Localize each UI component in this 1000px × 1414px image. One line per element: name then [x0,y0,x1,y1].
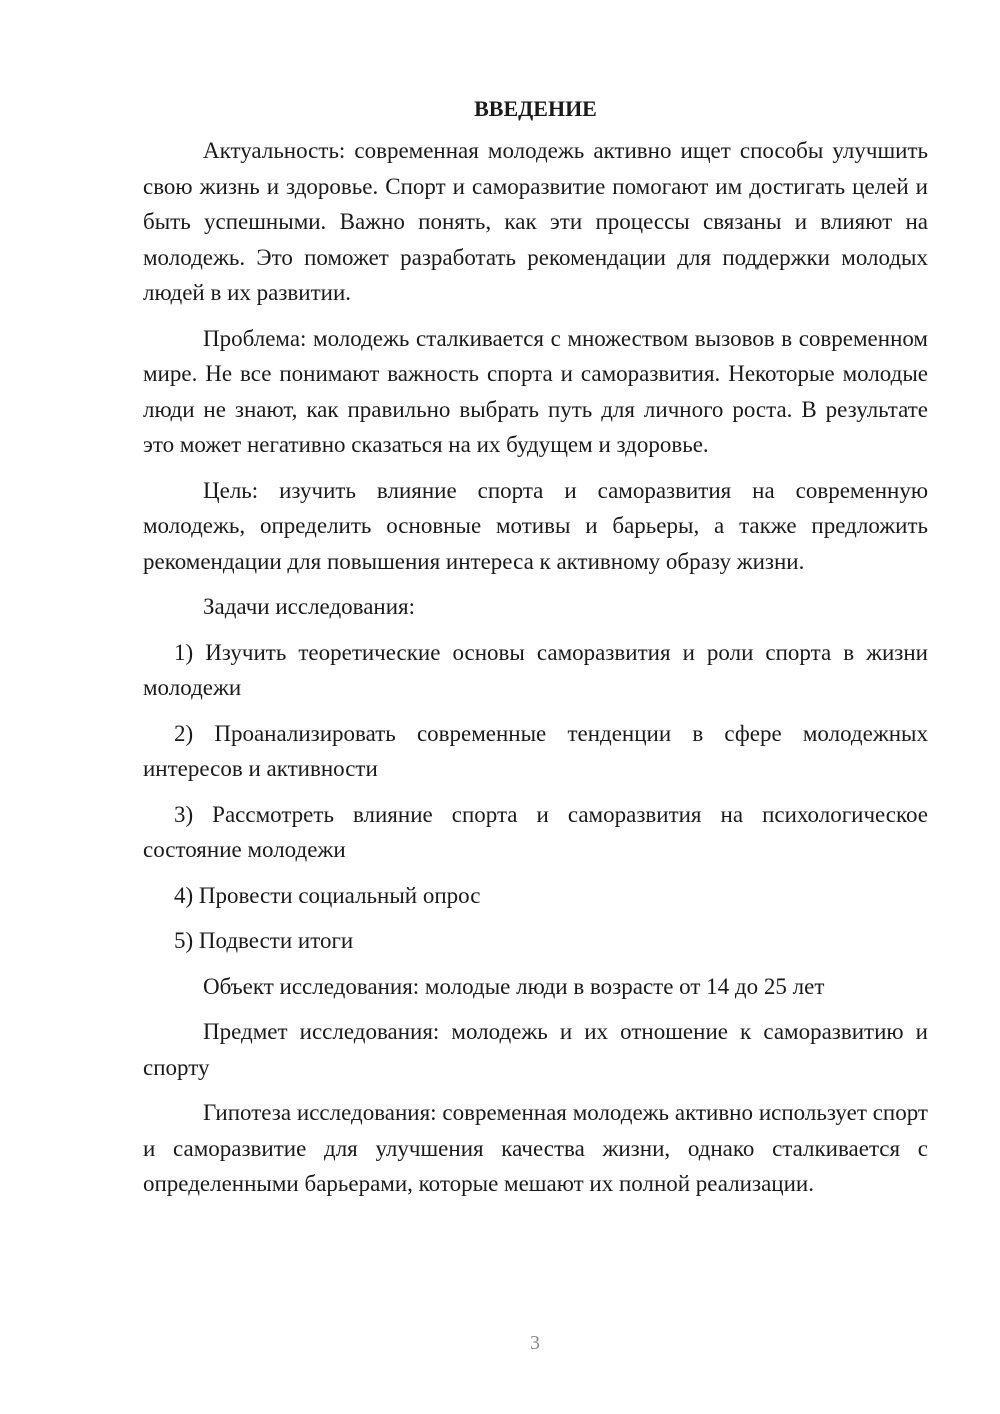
tasks-title: Задачи исследования: [203,594,416,619]
page-body [143,90,928,1212]
subject-paragraph: Предмет исследования: молодежь и их отношение к саморазвитию и спорту [143,1019,928,1080]
task-item-5: 5) Подвести итоги [174,928,354,953]
task-item-3: 3) Рассмотреть влияние спорта и саморазвития на психологическое состояние молодежи [143,801,928,862]
section-heading: ВВЕДЕНИЕ [474,96,597,121]
hypothesis-paragraph: Гипотеза исследования: современная молодежь активно использует спорт и саморазвитие для улучшения качества жизни, однако сталкивается с определенными барьерами, которые мешают их полной реализации. [143,1100,928,1196]
goal-paragraph: Цель: изучить влияние спорта и саморазвития на современную молодежь, определить основные мотивы и барьеры, а также предложить рекомендации для повышения интереса к активному образу жизни. [143,477,928,574]
page-number: 3 [530,1332,540,1354]
task-item-4: 4) Провести социальный опрос [174,882,481,908]
problem-paragraph: Проблема: молодежь сталкивается с множеством вызовов в современном мире. Не все понимают важность спорта и саморазвития. Некоторые молодые люди не знают, как правильно выбрать путь для личного роста. В результате это может негативно сказаться на их будущем и здоровье. [143,325,928,457]
relevance-paragraph: Актуальность: современная молодежь активно ищет способы улучшить свою жизнь и здоровье. Спорт и саморазвитие помогают им достигать целей и быть успешными. Важно понять, как эти процессы связаны и влияют на молодежь. Это поможет разработать рекомендации для поддержки молодых людей в их развитии. [143,138,928,305]
task-item-1: 1) Изучить теоретические основы саморазвития и роли спорта в жизни молодежи [143,639,928,700]
task-item-2: 2) Проанализировать современные тенденции в сфере молодежных интересов и активности [143,720,928,781]
object-paragraph: Объект исследования: молодые люди в возрасте от 14 до 25 лет [203,973,825,999]
